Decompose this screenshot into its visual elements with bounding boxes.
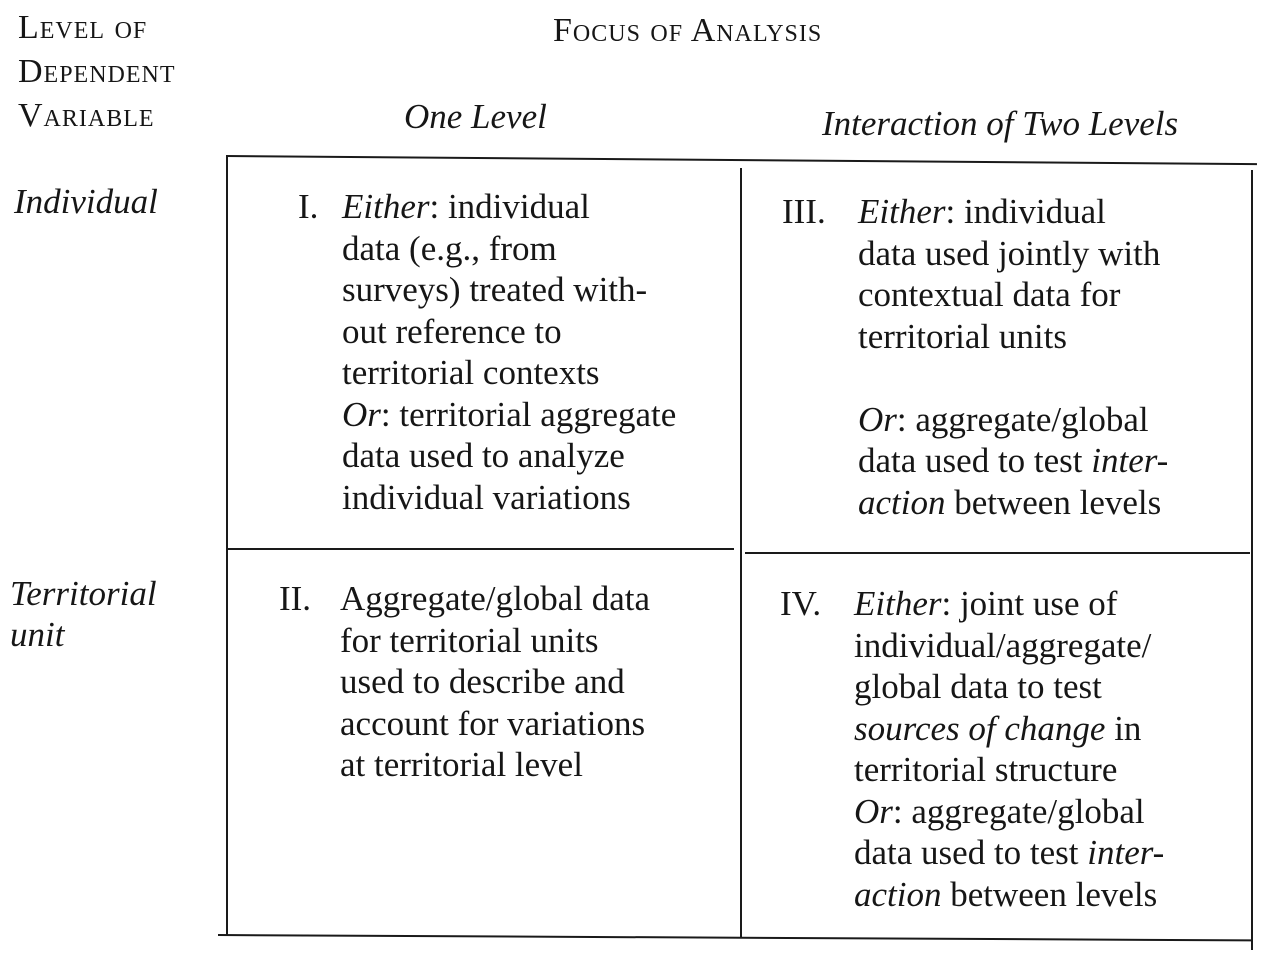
cell-IV-or-word: Or [854, 791, 893, 831]
cell-III-line-b1 [858, 440, 1168, 482]
cell-II-line-2: for territorial units [340, 620, 599, 660]
cell-IV-or-line [854, 791, 1164, 833]
cell-IV-number: IV. [780, 584, 822, 623]
level-heading-line-2: Dependent [18, 53, 176, 90]
column-heading-one-level: One Level [404, 97, 547, 136]
cell-III-or-rest: : aggregate/global [896, 399, 1149, 439]
cell-IV-either-word: Either [854, 584, 942, 623]
cell-I-line-a2: surveys) treated with- [342, 270, 648, 309]
cell-I-or-rest: : territorial aggregate [380, 394, 677, 434]
cell-IV-either-line [854, 583, 1164, 625]
row-label-territorial-line-2: unit [10, 615, 65, 654]
row-label-territorial-unit [10, 573, 157, 655]
cell-III-line-b1-plain: data used to test [858, 441, 1092, 480]
cell-III-line-a1: data used jointly with [858, 233, 1161, 273]
cell-I-line-a3: out reference to [342, 311, 562, 351]
cell-II [279, 578, 729, 788]
cell-II-line-1: Aggregate/global data [340, 579, 651, 618]
cell-III-either-rest: : individual [945, 192, 1106, 231]
table-left-border [226, 155, 228, 936]
table-right-horizontal-rule [745, 552, 1250, 554]
cell-IV-line-b1-plain: data used to test [854, 833, 1088, 872]
cell-IV-line-b2-plain: between levels [941, 874, 1158, 914]
cell-IV-or-rest: : aggregate/global [892, 791, 1145, 831]
cell-III-number: III. [782, 192, 826, 231]
cell-I-line-a1: data (e.g., from [342, 228, 557, 268]
table-middle-vertical-rule [740, 168, 742, 937]
table-left-horizontal-rule [228, 548, 734, 550]
cell-IV-line-b1-ital: inter- [1087, 833, 1165, 872]
cell-IV-line-b1 [854, 832, 1164, 874]
table-top-border [226, 155, 1257, 165]
cell-I-either-word: Either [342, 187, 430, 226]
row-label-individual: Individual [14, 182, 158, 221]
cell-IV-sources-ital: sources of change [854, 708, 1106, 748]
level-of-dependent-variable-heading [18, 6, 176, 138]
cell-I-or-word: Or [342, 394, 381, 434]
cell-III-line-b2-ital: action [858, 482, 946, 522]
cell-IV-line-a2: global data to test [854, 667, 1102, 706]
cell-IV-line-b2-ital: action [854, 874, 942, 914]
column-heading-interaction: Interaction of Two Levels [822, 104, 1179, 143]
cell-II-line-4: account for variations [340, 703, 646, 743]
cell-IV [780, 583, 1245, 923]
cell-IV-structure-line: territorial structure [854, 750, 1118, 789]
cell-I-or-line [342, 394, 676, 436]
cell-IV-line-b2 [854, 874, 1164, 916]
cell-II-number: II. [279, 579, 312, 618]
cell-III-or-line [858, 399, 1168, 441]
cell-III-or-word: Or [858, 399, 897, 439]
table-right-border [1251, 170, 1253, 950]
cell-III-either-line [858, 191, 1168, 233]
cell-I-line-a4: territorial contexts [342, 353, 600, 392]
cell-I-either-rest: : individual [429, 187, 590, 226]
level-heading-line-1: Level of [18, 9, 148, 46]
row-label-territorial-line-1: Territorial [10, 574, 157, 613]
cell-I-number: I. [298, 187, 319, 226]
cell-IV-sources-rest: in [1105, 708, 1142, 748]
cell-III-line-b1-ital: inter- [1091, 441, 1169, 480]
cell-III-line-a3: territorial units [858, 316, 1067, 356]
cell-III-line-b2 [858, 482, 1168, 524]
cell-II-line-3: used to describe and [340, 662, 625, 701]
cell-IV-either-rest: : joint use of [941, 584, 1118, 623]
level-heading-line-3: Variable [18, 97, 155, 134]
cell-I-line-b1: data used to analyze [342, 436, 625, 475]
cell-III-line-b2-plain: between levels [945, 482, 1162, 522]
cell-I-line-b2: individual variations [342, 477, 631, 517]
cell-IV-sources-line [854, 708, 1164, 750]
cell-III-line-a2: contextual data for [858, 275, 1121, 314]
cell-III [782, 191, 1242, 531]
cell-I [298, 186, 728, 516]
focus-of-analysis-heading: Focus of Analysis [553, 12, 823, 49]
cell-II-line-5: at territorial level [340, 745, 583, 784]
cell-IV-line-a1: individual/aggregate/ [854, 625, 1152, 665]
cell-III-either-word: Either [858, 192, 946, 231]
cell-I-either-line [342, 186, 676, 228]
table-bottom-border [218, 934, 1252, 941]
